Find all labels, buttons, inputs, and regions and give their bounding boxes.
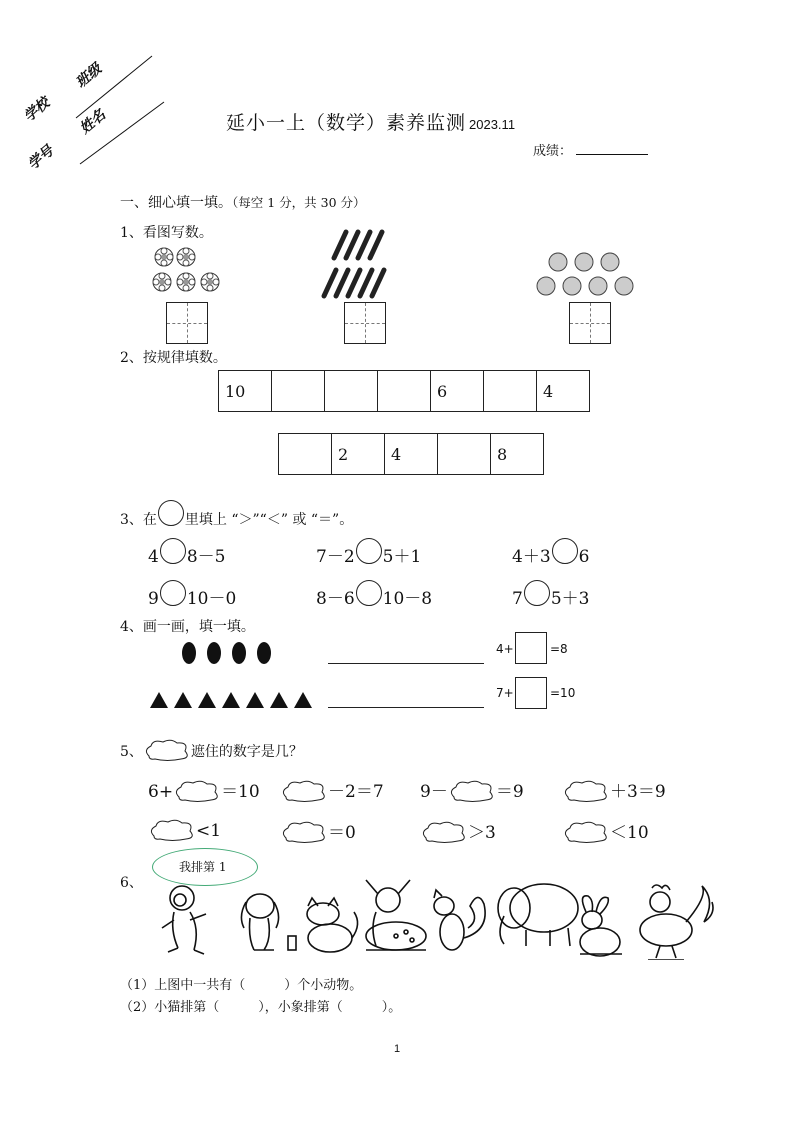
title-date: 2023.11 [469,117,516,132]
compare-circle[interactable] [160,580,186,606]
compare-left: 8－6 [316,589,355,609]
triangle-icon [246,692,264,708]
eq-pre: 6+ [148,782,174,802]
compare-right: 10－0 [186,589,237,609]
section-heading [120,192,366,212]
pencil-icon [336,270,348,296]
pencil-icon [360,270,372,296]
name-label: 姓名 [77,106,109,138]
page-title [226,108,515,135]
flower-icon [177,248,195,266]
triangle-icon [198,692,216,708]
section-title: 一、细心填一填。 [120,195,232,211]
compare-circle[interactable] [356,538,382,564]
eq-post: ＋3＝9 [610,782,666,802]
q3-label [120,500,353,529]
apple-icon [563,277,581,295]
q6-sub1: （1）上图中一共有（ ）个小动物。 [120,978,363,993]
cloud-icon [143,738,191,762]
cloud-icon[interactable] [173,779,221,803]
triangle-icon [150,692,168,708]
pencil-icon [348,270,360,296]
sequence-cell[interactable] [378,371,431,412]
cloud-icon[interactable] [448,779,496,803]
pencil-icon [346,232,358,258]
sequence-row-1 [218,370,590,412]
eq-post: ＝9 [495,782,524,802]
sequence-cell[interactable] [279,434,332,475]
cloud-equation [420,818,496,844]
sequence-row-2 [278,433,544,475]
cloud-equation [280,777,384,803]
elephant-icon [498,884,578,946]
oval-icon [232,642,246,664]
flower-icon [153,273,171,291]
cloud-equation [420,777,524,803]
ovals-picture [180,640,276,666]
cloud-equation [148,818,221,842]
cloud-icon[interactable] [420,820,468,844]
eq-prefix: 7+ [496,686,514,700]
sequence-cell[interactable] [438,434,491,475]
cloud-icon[interactable] [562,820,610,844]
student-info-stamp [18,46,188,196]
cloud-equation [280,818,356,844]
deer-icon [366,880,426,950]
q2-label: 2、按规律填数。 [120,350,227,366]
eq-prefix: 4+ [496,642,514,656]
squirrel-icon [434,890,485,950]
q6-label: 6、 [120,875,143,891]
compare-left: 9 [148,589,159,609]
bubble-text: 我排第 1 [179,860,227,874]
compare-right: 6 [578,547,590,567]
q3-label-post: 里填上 “＞”“＜” 或 “＝”。 [184,512,354,528]
apple-icon [601,253,619,271]
compare-right: 5＋3 [550,589,590,609]
triangle-icon [294,692,312,708]
eq-suffix: =8 [550,642,568,656]
q5-label-pre: 5、 [120,744,143,760]
flower-icon [155,248,173,266]
pencil-icon [324,270,336,296]
eq-post: ＜10 [610,823,649,843]
compare-left: 4＋3 [512,547,551,567]
student-no-label: 学号 [25,142,57,174]
pencil-icon [372,270,384,296]
eq-pre: 9－ [420,782,448,802]
monkey-icon [162,886,206,954]
cat-icon [307,898,358,952]
rooster-icon [640,885,713,960]
apples-picture [534,248,638,298]
compare-right: 8－5 [186,547,226,567]
flowers-picture [148,244,226,298]
sequence-cell[interactable] [484,371,537,412]
triangles-picture [150,690,314,710]
eq-post: ＝0 [328,823,356,843]
draw-blank[interactable] [328,662,484,664]
oval-icon [207,642,221,664]
eq-post: ＞3 [468,823,496,843]
sequence-cell[interactable]: 10 [219,371,272,412]
eq-post: ＝10 [221,782,260,802]
oval-icon [182,642,196,664]
sequence-cell[interactable]: 8 [491,434,544,475]
compare-item [316,580,432,609]
apple-icon [575,253,593,271]
cloud-icon[interactable] [280,820,328,844]
compare-circle[interactable] [524,580,550,606]
score-field [533,140,648,159]
school-label: 学校 [21,94,53,126]
draw-blank[interactable] [328,706,484,708]
compare-right: 10－8 [382,589,433,609]
apple-icon [537,277,555,295]
apple-icon [615,277,633,295]
triangle-icon [222,692,240,708]
eq-post: －2＝7 [328,782,384,802]
compare-item [512,580,589,609]
compare-item [148,580,236,609]
page-number: 1 [394,1043,401,1055]
oval-icon [257,642,271,664]
sequence-cell[interactable]: 4 [537,371,590,412]
pencils-picture [320,228,392,300]
apple-icon [549,253,567,271]
cloud-equation [562,777,666,803]
sequence-cell[interactable]: 6 [431,371,484,412]
circle-icon [158,500,184,526]
sequence-cell[interactable]: 4 [385,434,438,475]
q5-label-post: 遮住的数字是几？ [190,744,303,760]
sequence-cell[interactable]: 2 [332,434,385,475]
compare-left: 7－2 [316,547,355,567]
compare-item [316,538,421,567]
compare-item [512,538,589,567]
sequence-cell[interactable] [272,371,325,412]
cloud-equation [148,777,260,803]
compare-circle[interactable] [356,580,382,606]
title-text: 延小一上（数学）素养监测 [226,112,467,134]
apple-icon [589,277,607,295]
compare-right: 5＋1 [382,547,422,567]
cloud-icon[interactable] [280,779,328,803]
q5-label [120,738,303,762]
cloud-icon[interactable] [562,779,610,803]
cloud-equation [562,818,649,844]
q4-label: 4、画一画，填一填。 [120,619,255,635]
score-blank[interactable] [576,142,648,155]
pencil-icon [334,232,346,258]
compare-item [148,538,225,567]
animals-row [160,876,716,960]
cloud-icon[interactable] [148,818,196,842]
flower-icon [201,273,219,291]
flower-icon [177,273,195,291]
compare-left: 4 [148,547,159,567]
section-note: （每空 1 分，共 30 分） [232,195,366,210]
q6-sub2: （2）小猫排第（ ），小象排第（ ）。 [120,1000,402,1015]
compare-circle[interactable] [552,538,578,564]
eq-post: <1 [196,821,222,841]
answer-grid-pencils[interactable] [344,302,386,344]
score-label: 成绩： [533,144,573,159]
rabbit-icon [580,896,622,956]
sequence-cell[interactable] [325,371,378,412]
pencil-icon [370,232,382,258]
triangle-icon [174,692,192,708]
compare-left: 7 [512,589,523,609]
answer-box[interactable] [515,677,547,709]
compare-circle[interactable] [160,538,186,564]
q1-label: 1、看图写数。 [120,225,213,241]
eq-suffix: =10 [550,686,576,700]
answer-grid-flowers[interactable] [166,302,208,344]
answer-grid-apples[interactable] [569,302,611,344]
dog-icon [241,894,296,950]
pencil-icon [358,232,370,258]
class-label: 班级 [73,60,105,92]
q3-label-pre: 3、在 [120,512,157,528]
triangle-icon [270,692,288,708]
answer-box[interactable] [515,632,547,664]
